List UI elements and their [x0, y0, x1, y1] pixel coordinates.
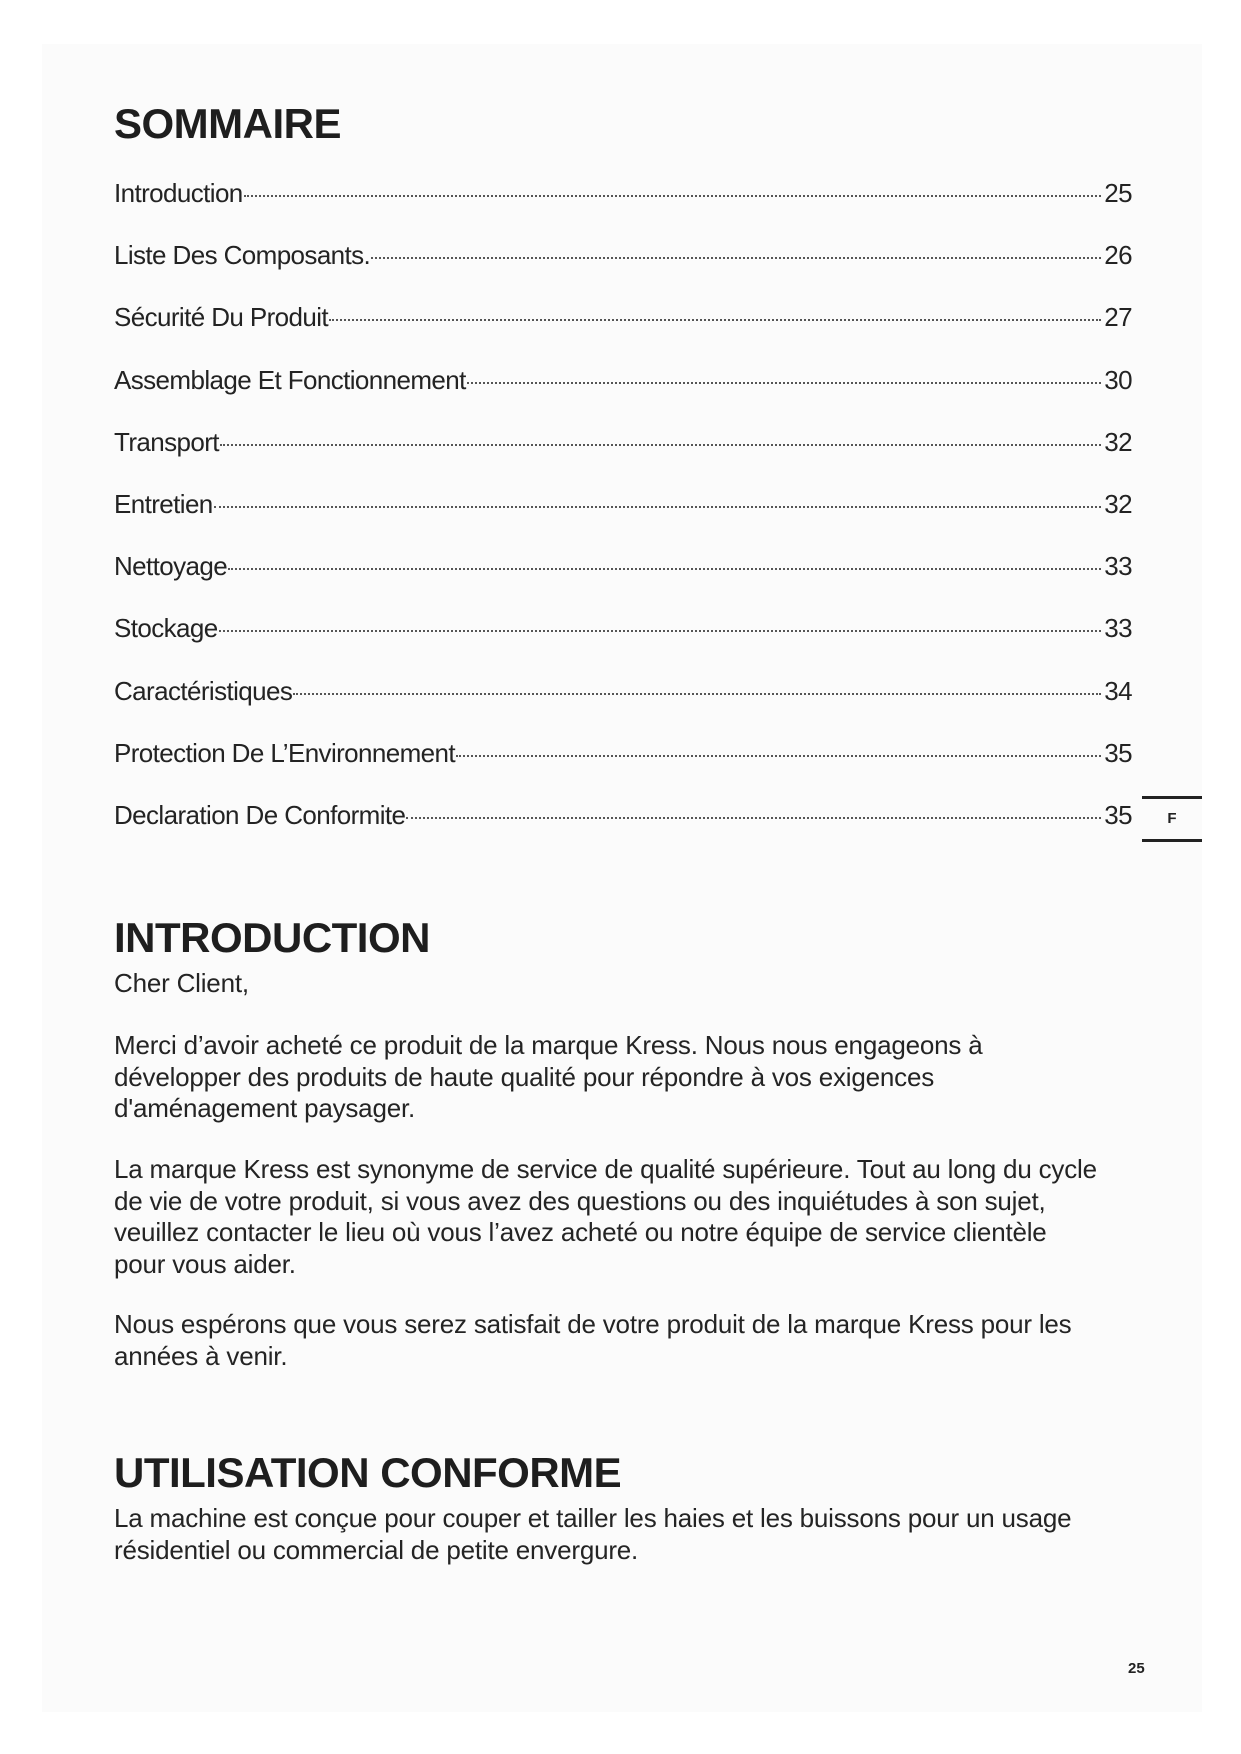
table-of-contents	[114, 178, 1132, 862]
toc-item-label: Assemblage Et Fonctionnement	[114, 364, 466, 395]
toc-item-transport[interactable]	[114, 427, 1132, 489]
toc-leader-dots	[293, 693, 1101, 695]
toc-item-page: 26	[1104, 240, 1132, 271]
introduction-paragraph: Nous espérons que vous serez satisfait de votre produit de la marque Kress pour les années à venir.	[114, 1309, 1072, 1371]
toc-leader-dots	[467, 382, 1101, 384]
toc-item-page: 30	[1104, 364, 1132, 395]
introduction-title: INTRODUCTION	[114, 914, 430, 961]
toc-title: SOMMAIRE	[114, 100, 341, 147]
toc-item-label: Transport	[114, 426, 219, 457]
introduction-paragraph: La marque Kress est synonyme de service de qualité supérieure. Tout au long du cycle de vie de votre produit, si vous avez des questions ou des inquiétudes à son sujet, veuillez contacter le lieu où vous l’avez acheté ou notre équipe de service clientèle pour vous aider.	[114, 1154, 1097, 1279]
toc-leader-dots	[371, 257, 1101, 259]
toc-item-page: 27	[1104, 302, 1132, 333]
toc-item-page: 35	[1104, 737, 1132, 768]
toc-leader-dots	[214, 506, 1101, 508]
introduction-paragraph: Merci d’avoir acheté ce produit de la marque Kress. Nous nous engageons à développer des produits de haute qualité pour répondre à vos exigences d'aménagement paysager.	[114, 1030, 983, 1123]
toc-item-environnement[interactable]	[114, 738, 1132, 800]
toc-item-conformite[interactable]	[114, 800, 1132, 862]
toc-leader-dots	[219, 630, 1101, 632]
toc-item-page: 34	[1104, 675, 1132, 706]
toc-item-label: Liste Des Composants.	[114, 240, 371, 271]
toc-item-page: 33	[1104, 551, 1132, 582]
toc-item-label: Caractéristiques	[114, 675, 293, 706]
toc-item-nettoyage[interactable]	[114, 551, 1132, 613]
toc-item-label: Protection De L’Environnement	[114, 737, 456, 768]
toc-item-page: 33	[1104, 613, 1132, 644]
toc-item-label: Declaration De Conformite	[114, 799, 406, 830]
toc-item-stockage[interactable]	[114, 613, 1132, 675]
toc-item-label: Stockage	[114, 613, 218, 644]
toc-item-entretien[interactable]	[114, 489, 1132, 551]
introduction-greeting: Cher Client,	[114, 968, 249, 998]
toc-item-label: Nettoyage	[114, 551, 228, 582]
toc-item-page: 32	[1104, 426, 1132, 457]
language-tab: F	[1142, 796, 1202, 842]
intended-use-text: La machine est conçue pour couper et tailler les haies et les buissons pour un usage résidentiel ou commercial de petite envergure.	[114, 1503, 1072, 1565]
page-number: 25	[1128, 1660, 1145, 1677]
toc-item-label: Introduction	[114, 178, 243, 208]
intended-use-title: UTILISATION CONFORME	[114, 1449, 622, 1496]
toc-item-caracteristiques[interactable]	[114, 676, 1132, 738]
toc-item-page: 25	[1104, 178, 1132, 208]
toc-leader-dots	[220, 444, 1101, 446]
toc-leader-dots	[244, 195, 1101, 197]
toc-leader-dots	[456, 755, 1101, 757]
toc-item-label: Sécurité Du Produit	[114, 302, 329, 333]
toc-item-label: Entretien	[114, 488, 213, 519]
toc-item-page: 32	[1104, 488, 1132, 519]
toc-item-composants[interactable]	[114, 240, 1132, 302]
toc-leader-dots	[329, 319, 1101, 321]
toc-item-assemblage[interactable]	[114, 365, 1132, 427]
toc-item-page: 35	[1104, 799, 1132, 830]
toc-leader-dots	[228, 568, 1101, 570]
toc-item-introduction[interactable]	[114, 178, 1132, 240]
toc-item-securite[interactable]	[114, 302, 1132, 364]
toc-leader-dots	[406, 817, 1101, 819]
